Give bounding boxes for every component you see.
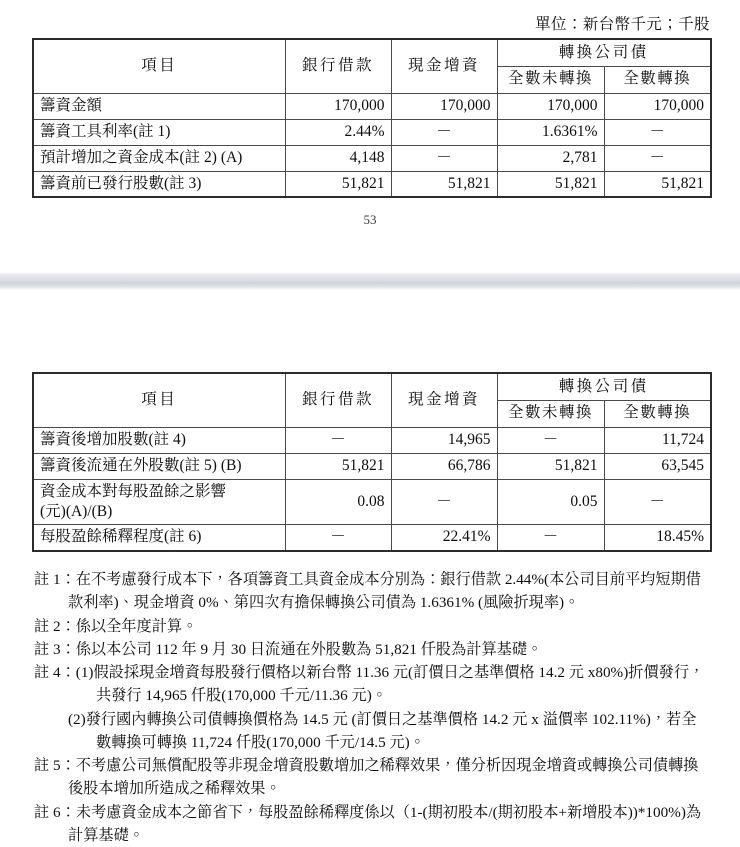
cell-not-converted: 2,781 — [497, 145, 604, 171]
header-not-converted: 全數未轉換 — [497, 400, 604, 427]
table-header-row-top — [33, 39, 711, 66]
cell-bank: 51,821 — [285, 453, 391, 479]
header-item: 項目 — [33, 373, 285, 427]
cell-fully-converted: 63,545 — [604, 453, 711, 479]
row-label-line2: (元)(A)/(B) — [40, 503, 112, 520]
footnote-1 — [34, 568, 724, 615]
cell-cash: － — [391, 145, 497, 171]
table-row — [33, 119, 711, 145]
cell-fully-converted: 170,000 — [604, 93, 711, 119]
header-bank-loan: 銀行借款 — [285, 39, 391, 93]
footnote-3 — [34, 638, 724, 661]
cell-cash: － — [391, 119, 497, 145]
cell-fully-converted: 11,724 — [604, 427, 711, 453]
cell-bank: 2.44% — [285, 119, 391, 145]
cell-fully-converted: － — [604, 145, 711, 171]
cell-not-converted: 51,821 — [497, 453, 604, 479]
cell-not-converted: 0.05 — [497, 479, 604, 525]
header-bank-loan: 銀行借款 — [285, 373, 391, 427]
cell-not-converted: － — [497, 427, 604, 453]
table-row — [33, 453, 711, 479]
cell-cash: 22.41% — [391, 525, 497, 551]
footnote-line: 註 3：係以本公司 112 年 9 月 30 日流通在外股數為 51,821 仟股為計算基礎。 — [34, 641, 542, 658]
footnote-line: 共發行 14,965 仟股(170,000 千元/11.36 元)。 — [34, 684, 724, 707]
footnote-line: 款利率)、現金增資 0%、第四次有擔保轉換公司債為 1.6361% (風險折現率)。 — [34, 591, 724, 614]
header-cash-capital-increase: 現金增資 — [391, 39, 497, 93]
page-number: 53 — [0, 212, 740, 228]
footnote-2 — [34, 615, 724, 638]
row-label — [33, 479, 285, 525]
header-cash-capital-increase: 現金增資 — [391, 373, 497, 427]
cell-cash: 66,786 — [391, 453, 497, 479]
table-row — [33, 427, 711, 453]
cell-bank: 51,821 — [285, 171, 391, 197]
row-label: 每股盈餘稀釋程度(註 6) — [33, 525, 285, 551]
scanned-page-upper — [0, 0, 740, 272]
header-not-converted: 全數未轉換 — [497, 66, 604, 93]
header-fully-converted: 全數轉換 — [604, 400, 711, 427]
footnote-line: 註 5：不考慮公司無償配股等非現金增資股數增加之稀釋效果，僅分析因現金增資或轉換公司債轉換 — [34, 757, 698, 774]
footnote-4 — [34, 661, 724, 754]
cell-bank: 170,000 — [285, 93, 391, 119]
row-label: 籌資前已發行股數(註 3) — [33, 171, 285, 197]
row-label: 籌資後增加股數(註 4) — [33, 427, 285, 453]
footnote-line: (2)發行國內轉換公司債轉換價格為 14.5 元 (訂價日之基準價格 14.2 元 x 溢價率 102.11%)，若全 — [34, 708, 724, 731]
cell-not-converted: 51,821 — [497, 171, 604, 197]
footnote-5 — [34, 754, 724, 801]
cell-bank: － — [285, 525, 391, 551]
page-separator — [0, 272, 740, 290]
table-header-row-top — [33, 373, 711, 400]
cell-bank: 4,148 — [285, 145, 391, 171]
footnote-line: 計算基礎。 — [34, 824, 724, 847]
table-row — [33, 479, 711, 525]
financing-comparison-table-part1 — [32, 38, 712, 198]
header-convertible-bond-group: 轉換公司債 — [497, 373, 711, 400]
table-row — [33, 145, 711, 171]
cell-cash: － — [391, 479, 497, 525]
footnote-line: 註 6：未考慮資金成本之節省下，每股盈餘稀釋度係以（1-(期初股本/(期初股本+新增股本))*100%)為 — [34, 804, 701, 821]
cell-not-converted: 170,000 — [497, 93, 604, 119]
footnote-line: 數轉換可轉換 11,724 仟股(170,000 千元/14.5 元)。 — [34, 731, 724, 754]
cell-fully-converted: － — [604, 479, 711, 525]
header-item: 項目 — [33, 39, 285, 93]
row-label-line1: 資金成本對每股盈餘之影響 — [40, 483, 226, 500]
footnote-line: 註 2：係以全年度計算。 — [34, 618, 197, 635]
unit-note: 單位：新台幣千元；千股 — [535, 12, 710, 34]
row-label: 籌資金額 — [33, 93, 285, 119]
row-label: 籌資工具利率(註 1) — [33, 119, 285, 145]
cell-not-converted: 1.6361% — [497, 119, 604, 145]
cell-fully-converted: － — [604, 119, 711, 145]
header-convertible-bond-group: 轉換公司債 — [497, 39, 711, 66]
table-row — [33, 171, 711, 197]
footnote-6 — [34, 801, 724, 847]
cell-cash: 51,821 — [391, 171, 497, 197]
row-label: 籌資後流通在外股數(註 5) (B) — [33, 453, 285, 479]
header-fully-converted: 全數轉換 — [604, 66, 711, 93]
scanned-page-lower — [0, 290, 740, 810]
table-row — [33, 93, 711, 119]
cell-not-converted: － — [497, 525, 604, 551]
footnote-line: 註 1：在不考慮發行成本下，各項籌資工具資金成本分別為：銀行借款 2.44%(本公司目前平均短期借 — [34, 571, 701, 588]
cell-fully-converted: 18.45% — [604, 525, 711, 551]
cell-bank: 0.08 — [285, 479, 391, 525]
footnotes-block — [34, 568, 724, 847]
financing-comparison-table-part2 — [32, 372, 712, 552]
footnote-line: 註 4：(1)假設採現金增資每股發行價格以新台幣 11.36 元(訂價日之基準價格 14.2 元 x80%)折價發行， — [34, 664, 704, 681]
cell-fully-converted: 51,821 — [604, 171, 711, 197]
cell-cash: 170,000 — [391, 93, 497, 119]
cell-cash: 14,965 — [391, 427, 497, 453]
cell-bank: － — [285, 427, 391, 453]
footnote-line: 後股本增加所造成之稀釋效果。 — [34, 777, 724, 800]
row-label: 預計增加之資金成本(註 2) (A) — [33, 145, 285, 171]
table-row — [33, 525, 711, 551]
